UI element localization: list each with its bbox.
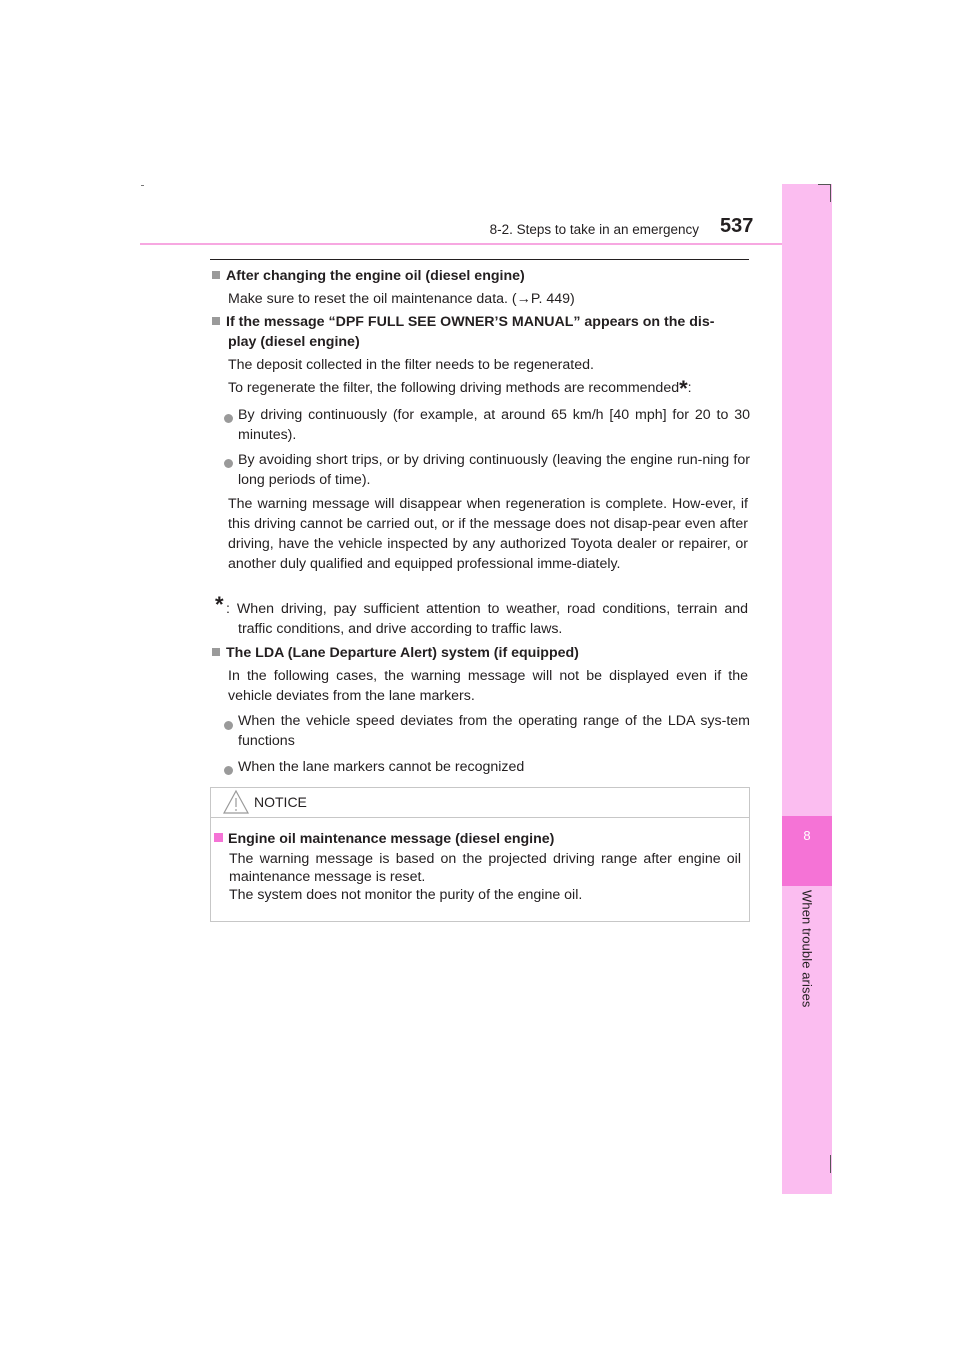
oil-change-body: Make sure to reset the oil maintenance data. (→P. 449) <box>228 291 575 307</box>
lda-bullet-2: When the lane markers cannot be recognized <box>238 759 525 775</box>
warning-triangle-icon <box>222 788 250 821</box>
dpf-bullet-1: By driving continuously (for example, at around 65 km/h [40 mph] for 20 to 30 minutes). <box>238 407 750 443</box>
dpf-footnote: : When driving, pay sufficient attention to weather, road conditions, terrain and traffic conditions, and drive according to traffic laws. <box>226 601 748 637</box>
crop-mark <box>818 184 831 185</box>
dpf-heading: If the message “DPF FULL SEE OWNER’S MANUAL” appears on the dis- <box>212 312 752 332</box>
crop-mark <box>830 184 831 202</box>
chapter-label <box>782 890 832 1020</box>
bullet-dot-icon <box>224 410 233 428</box>
page-number: 537 <box>720 215 754 237</box>
dpf-para-1: The deposit collected in the filter needs to be regenerated. <box>228 357 594 373</box>
bullet-dot-icon <box>224 717 233 735</box>
lda-para: In the following cases, the warning message will not be displayed even if the vehicle deviates from the lane markers. <box>228 668 748 704</box>
page-mark <box>141 185 144 186</box>
square-bullet-icon <box>212 317 220 325</box>
notice-line-1: The warning message is based on the projected driving range after engine oil maintenance message is reset. <box>229 851 741 885</box>
chapter-number: 8 <box>803 828 811 843</box>
square-bullet-icon <box>214 833 223 842</box>
page-reference: →P. 449) <box>516 291 575 307</box>
chapter-label-text: When trouble arises <box>799 890 815 1008</box>
lda-heading: The LDA (Lane Departure Alert) system (if equipped) <box>212 643 752 663</box>
bullet-dot-icon <box>224 455 233 473</box>
dpf-heading-cont: play (diesel engine) <box>228 334 360 350</box>
footnote-mark: * <box>679 376 688 401</box>
lda-bullet-1: When the vehicle speed deviates from the operating range of the LDA sys-tem functions <box>238 713 750 749</box>
bullet-dot-icon <box>224 762 233 780</box>
notice-heading: Engine oil maintenance message (diesel engine) <box>214 829 744 849</box>
content-top-rule <box>210 259 749 260</box>
notice-label: NOTICE <box>254 794 307 810</box>
notice-line-2: The system does not monitor the purity of the engine oil. <box>229 887 583 903</box>
dpf-bullet-2: By avoiding short trips, or by driving continuously (leaving the engine run-ning for long periods of time). <box>238 452 750 488</box>
notice-header-rule <box>211 817 749 818</box>
dpf-para-2: To regenerate the filter, the following driving methods are recommended*: <box>228 376 692 401</box>
crop-mark <box>830 1155 831 1173</box>
header-rule <box>140 243 832 245</box>
section-title: 8-2. Steps to take in an emergency <box>489 222 699 237</box>
chapter-side-tab <box>782 184 832 1194</box>
square-bullet-icon <box>212 271 220 279</box>
oil-change-heading: After changing the engine oil (diesel engine) <box>212 266 752 286</box>
dpf-para-3: The warning message will disappear when regeneration is complete. How-ever, if this driving cannot be carried out, or if the message does not disap-pear even after driving, have the vehicle inspected by any authorized Toyota dealer or repairer, or another duly qualified and equipped professional imme-diately. <box>228 496 748 572</box>
chapter-number-box <box>782 816 832 886</box>
square-bullet-icon <box>212 648 220 656</box>
